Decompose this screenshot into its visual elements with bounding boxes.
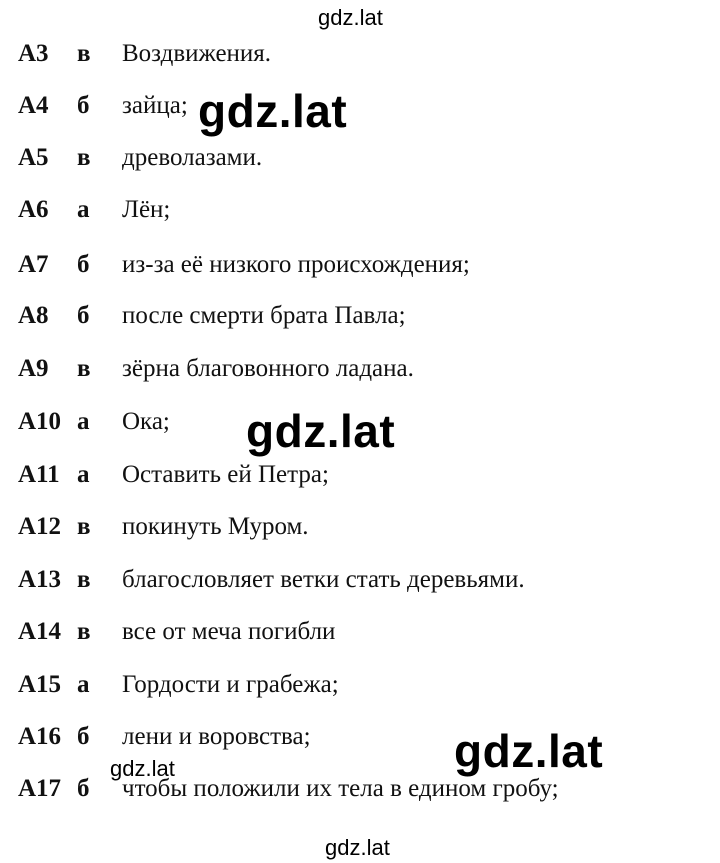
answer-row-a17 bbox=[0, 775, 720, 815]
answer-text: Лён; bbox=[122, 196, 171, 223]
answer-text: Гордости и грабежа; bbox=[122, 671, 339, 698]
answer-text: чтобы положили их тела в едином гробу; bbox=[122, 775, 559, 802]
question-number: A11 bbox=[18, 461, 60, 488]
watermark-top: gdz.lat bbox=[318, 5, 383, 30]
question-number: A13 bbox=[18, 566, 62, 593]
watermark-big: gdz.lat bbox=[198, 85, 348, 137]
question-number: A5 bbox=[18, 144, 49, 171]
answer-letter: в bbox=[77, 566, 91, 593]
question-number: A7 bbox=[18, 251, 49, 278]
answer-row-a9 bbox=[0, 355, 720, 395]
question-number: A14 bbox=[18, 618, 62, 645]
question-number: A12 bbox=[18, 513, 62, 540]
answer-row-a4 bbox=[0, 92, 720, 132]
answer-row-a3 bbox=[0, 40, 720, 80]
answer-row-a11 bbox=[0, 461, 720, 501]
answer-text: из-за её низкого происхождения; bbox=[122, 251, 470, 278]
answer-text: покинуть Муром. bbox=[122, 513, 309, 540]
answer-text: все от меча погибли bbox=[122, 618, 336, 645]
answer-row-a7 bbox=[0, 251, 720, 291]
answer-letter: в bbox=[77, 513, 91, 540]
answer-letter: б bbox=[77, 723, 90, 750]
answer-text: Оставить ей Петра; bbox=[122, 461, 329, 488]
answer-text: после смерти брата Павла; bbox=[122, 302, 406, 329]
answer-row-a16 bbox=[0, 723, 720, 763]
answer-letter: а bbox=[77, 671, 90, 698]
question-number: A15 bbox=[18, 671, 62, 698]
question-number: A8 bbox=[18, 302, 49, 329]
answer-row-a12 bbox=[0, 513, 720, 553]
answer-text: древолазами. bbox=[122, 144, 263, 171]
watermark-small: gdz.lat bbox=[110, 756, 175, 781]
answer-row-a5 bbox=[0, 144, 720, 184]
watermark-bottom: gdz.lat bbox=[325, 835, 390, 860]
answer-text: лени и воровства; bbox=[122, 723, 311, 750]
answer-row-a6 bbox=[0, 196, 720, 236]
question-number: A16 bbox=[18, 723, 62, 750]
answer-letter: в bbox=[77, 144, 91, 171]
answer-letter: в bbox=[77, 355, 91, 382]
answer-text: Воздвижения. bbox=[122, 40, 272, 67]
answer-letter: б bbox=[77, 775, 90, 802]
answer-row-a8 bbox=[0, 302, 720, 342]
answer-letter: б bbox=[77, 302, 90, 329]
watermark-big: gdz.lat bbox=[454, 725, 604, 777]
answer-letter: б bbox=[77, 251, 90, 278]
question-number: A3 bbox=[18, 40, 49, 67]
watermark-big: gdz.lat bbox=[246, 405, 396, 457]
answer-letter: в bbox=[77, 618, 91, 645]
question-number: A6 bbox=[18, 196, 49, 223]
answer-letter: б bbox=[77, 92, 90, 119]
answer-text: зёрна благовонного ладана. bbox=[122, 355, 414, 382]
question-number: A4 bbox=[18, 92, 49, 119]
answer-letter: а bbox=[77, 408, 90, 435]
answer-text: благословляет ветки стать деревьями. bbox=[122, 566, 525, 593]
answer-row-a15 bbox=[0, 671, 720, 711]
answer-letter: а bbox=[77, 461, 90, 488]
question-number: A17 bbox=[18, 775, 62, 802]
answer-row-a13 bbox=[0, 566, 720, 606]
answer-letter: а bbox=[77, 196, 90, 223]
answer-letter: в bbox=[77, 40, 91, 67]
answer-text: зайца; bbox=[122, 92, 188, 119]
question-number: A9 bbox=[18, 355, 49, 382]
question-number: A10 bbox=[18, 408, 62, 435]
answer-row-a14 bbox=[0, 618, 720, 658]
answer-text: Ока; bbox=[122, 408, 170, 435]
